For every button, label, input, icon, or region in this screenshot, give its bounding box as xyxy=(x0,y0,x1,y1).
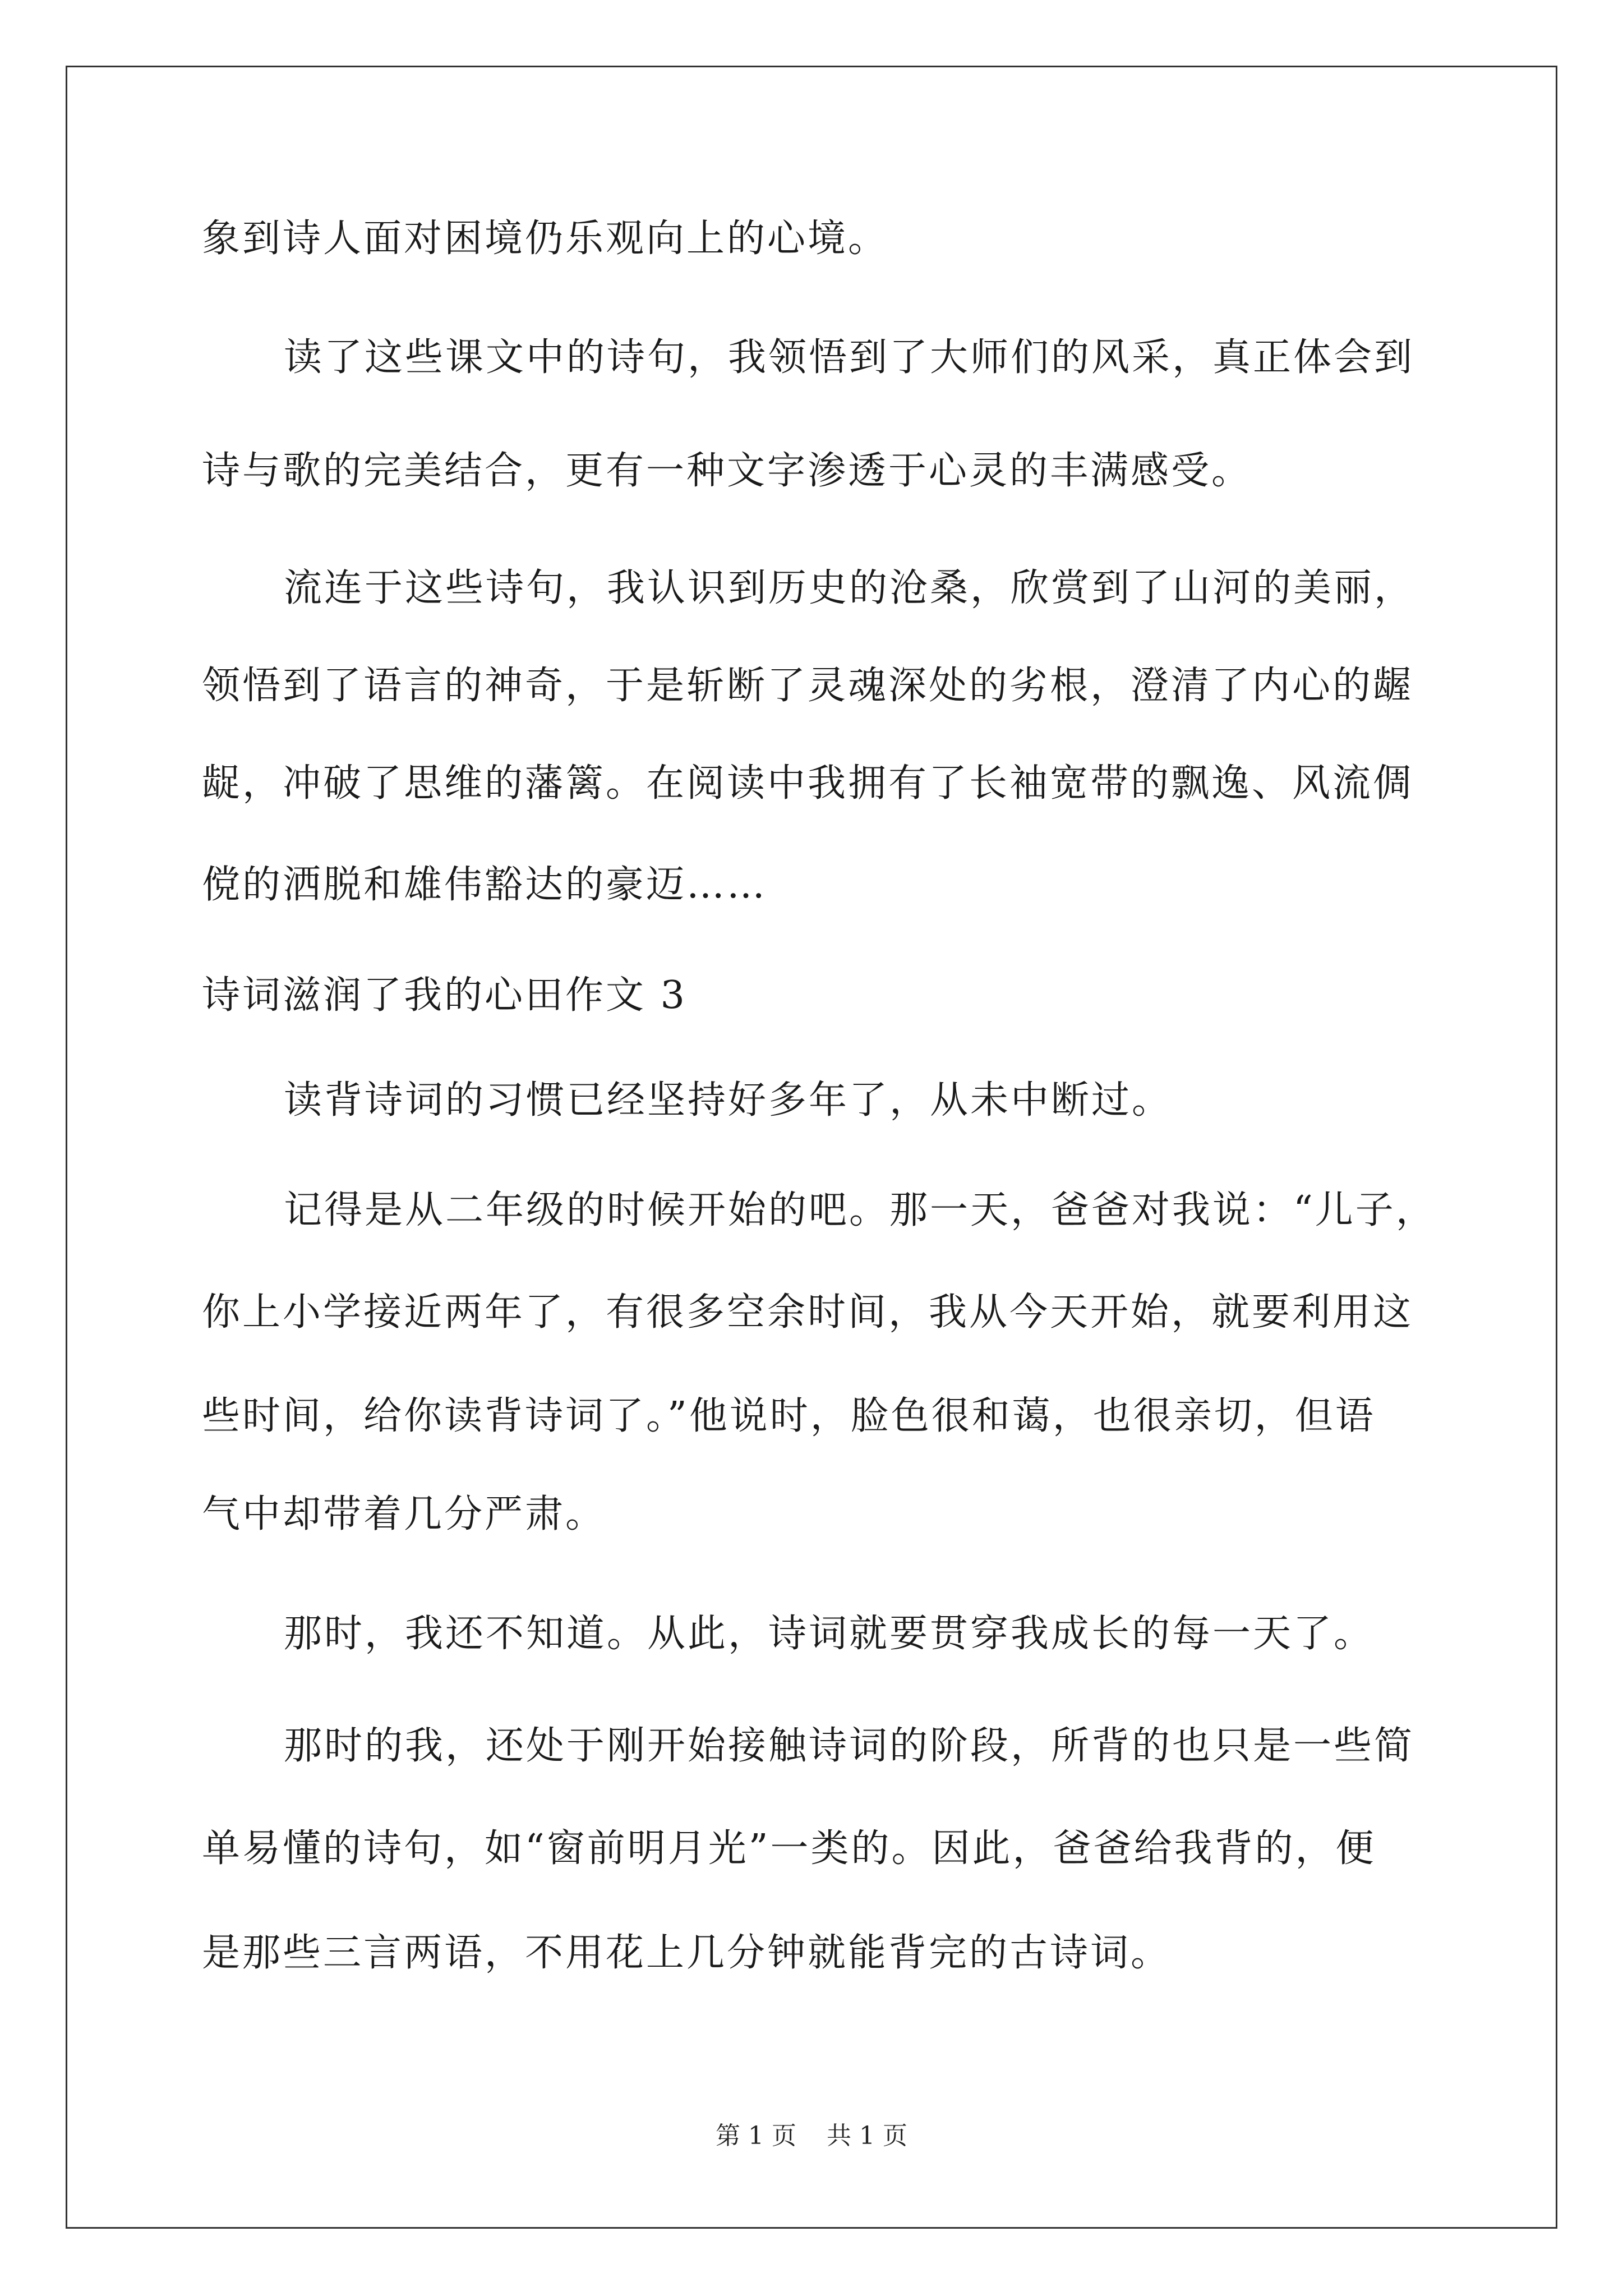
body-line: 那时，我还不知道。从此，诗词就要贯穿我成长的每一天了。 xyxy=(284,1612,1375,1656)
body-line: 单易懂的诗句，如“窗前明月光”一类的。因此，爸爸给我背的，便 xyxy=(202,1826,1376,1871)
body-line: 是那些三言两语，不用花上几分钟就能背完的古诗词。 xyxy=(202,1931,1172,1975)
body-line: 些时间，给你读背诗词了。”他说时，脸色很和蔼，也很亲切，但语 xyxy=(202,1394,1376,1438)
body-line: 记得是从二年级的时候开始的吧。那一天，爸爸对我说：“儿子， xyxy=(284,1188,1436,1232)
body-line: 你上小学接近两年了，有很多空余时间，我从今天开始，就要利用这 xyxy=(202,1290,1414,1335)
body-line: 读了这些课文中的诗句，我领悟到了大师们的风采，真正体会到 xyxy=(284,335,1415,380)
page-footer xyxy=(0,2119,1623,2153)
body-line: 龊，冲破了思维的藩篱。在阅读中我拥有了长袖宽带的飘逸、风流倜 xyxy=(202,761,1414,806)
body-line: 象到诗人面对困境仍乐观向上的心境。 xyxy=(202,217,889,261)
page-number: 第 1 页 xyxy=(716,2122,796,2150)
body-line: 那时的我，还处于刚开始接触诗词的阶段，所背的也只是一些简 xyxy=(284,1724,1415,1768)
page-total: 共 1 页 xyxy=(827,2122,907,2150)
body-line: 流连于这些诗句，我认识到历史的沧桑，欣赏到了山河的美丽， xyxy=(284,566,1415,610)
body-line: 气中却带着几分严肃。 xyxy=(202,1492,606,1536)
body-line: 傥的洒脱和雄伟豁达的豪迈…… xyxy=(202,863,768,907)
section-title: 诗词滋润了我的心田作文 3 xyxy=(202,973,687,1018)
body-line: 领悟到了语言的神奇，于是斩断了灵魂深处的劣根，澄清了内心的龌 xyxy=(202,664,1414,708)
body-line: 读背诗词的习惯已经坚持好多年了，从未中断过。 xyxy=(284,1078,1173,1122)
page-border xyxy=(66,66,1557,2229)
body-line: 诗与歌的完美结合，更有一种文字渗透于心灵的丰满感受。 xyxy=(202,449,1252,493)
